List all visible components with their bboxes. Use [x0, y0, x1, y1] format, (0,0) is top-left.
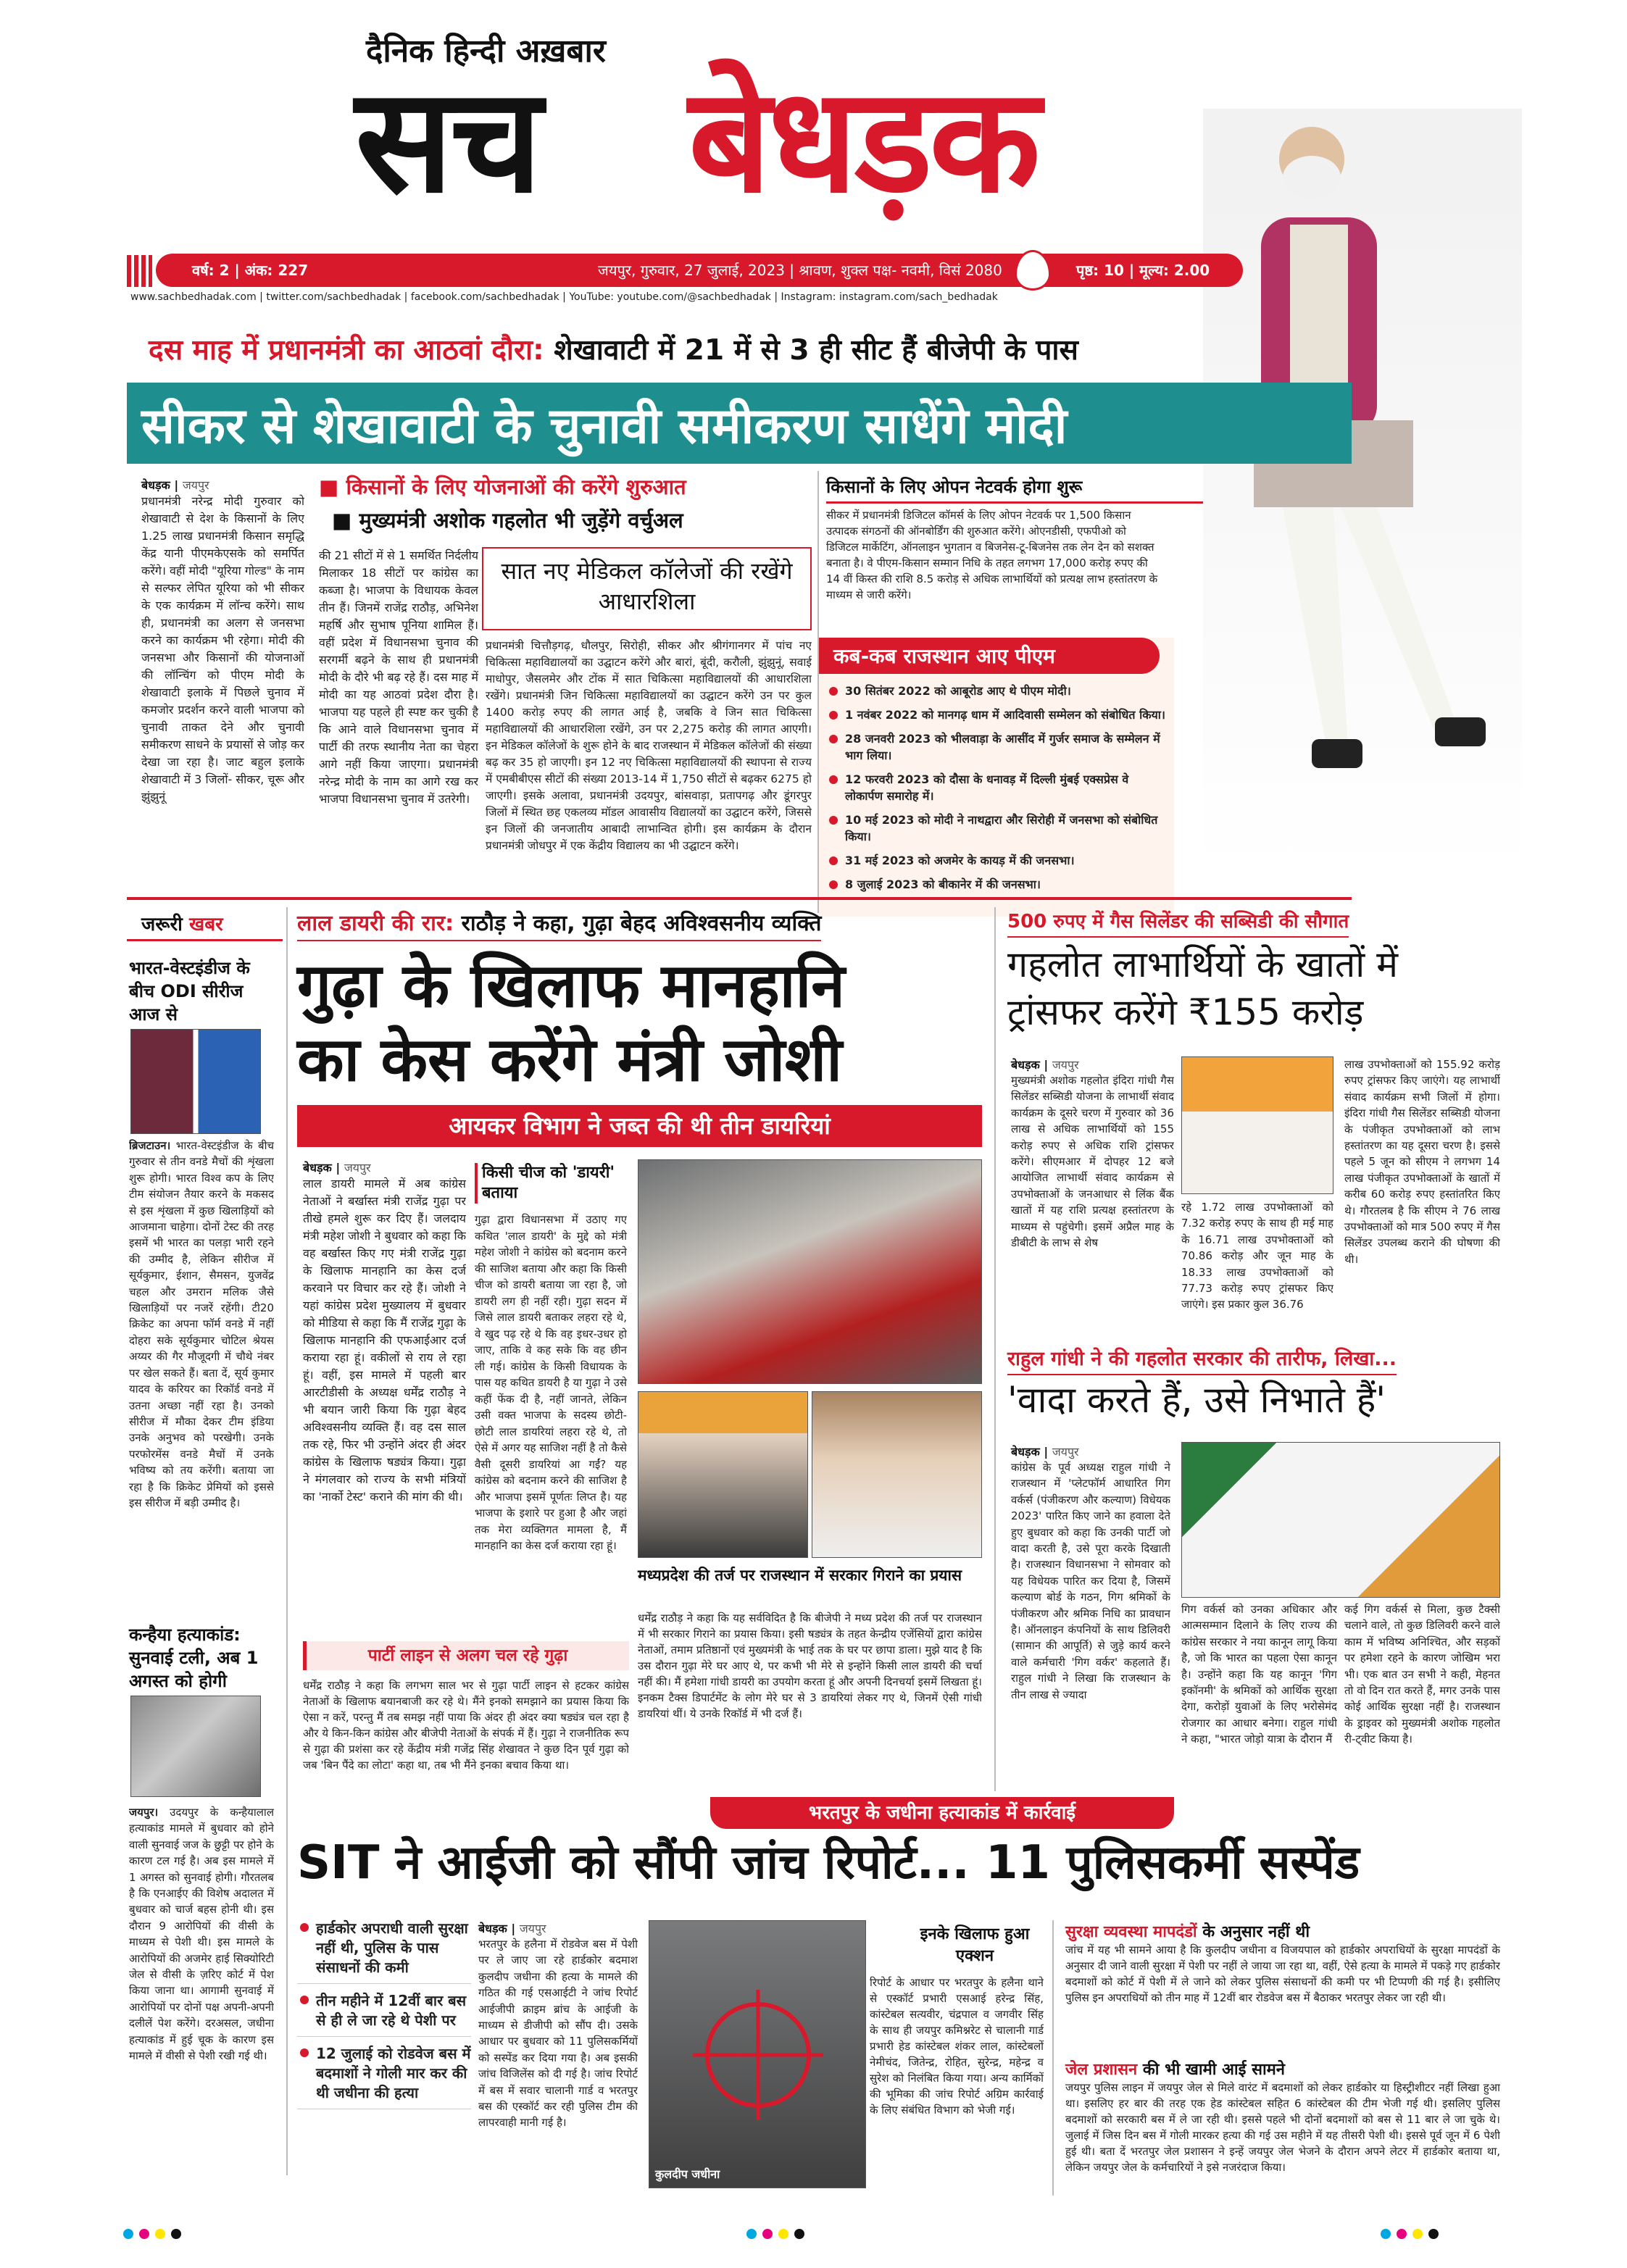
party-line-text: धर्मेंद्र राठौड़ ने कहा कि लगभग साल भर से गुढ़ा पार्टी लाइन से हटकर कांग्रेस नेताओं के खिलाफ बयानबाजी कर रहे थे। मैंने इनको समझाने का प्रयास किया कि ऐसा न करें, परन्तु मैं तब समझ नहीं पाया कि अंदर ही अंदर क्या षड्यंत्र चल रहा है और ये किन-किन कांग्रेस और बीजेपी नेताओं के संपर्क में हैं। गुढ़ा ने राजनीतिक रूप से गुढ़ा की प्रशंसा कर रहे केंद्रीय मंत्री गजेंद्र सिंह शेखावत ने कुछ दिन पूर्व गुढ़ा को जब 'बिन पैंदे का लोटा' कहा था, तब भी मैंने इनका बचाव किया था।: [303, 1679, 629, 1772]
rahul-gandhi-photo: [1181, 1442, 1500, 1598]
lead-headline: सीकर से शेखावाटी के चुनावी समीकरण साधेंगे मोदी: [141, 398, 1068, 455]
lead-col1: प्रधानमंत्री नरेन्द्र मोदी गुरुवार को शेखावाटी से देश के किसानों के लिए 1.25 लाख प्रधानमंत्री किसान समृद्धि केंद्र यानी पीएमकेएसके को समर्पित करेंगे। वहीं मोदी "यूरिया गोल्ड" के नाम से सल्फर लेपित यूरिया को भी सीकर के एक कार्यक्रम में लॉन्च करेंगे। साथ ही, प्रधानमंत्री का अलग से जनसभा करने का कार्यक्रम भी रहेगा। मोदी की जनसभा और किसानों की योजनाओं की लॉन्चिंग को पीएम मोदी के शेखावाटी इलाके में पिछले चुनाव में कमजोर प्रदर्शन करने वाली भाजपा को चुनावी ताकत देने और चुनावी समीकरण साधने के प्रयासों से जोड़ कर देखा जा रहा है। जाट बहुल इलाके शेखावाटी में 3 जिलों- सीकर, चूरू और झुंझुनूं: [141, 494, 304, 804]
list-item: 1 नवंबर 2022 को मानगढ़ धाम में आदिवासी सम्मेलन को संबोधित किया।: [826, 706, 1167, 723]
gudha-byline-name: बेधड़क: [303, 1161, 332, 1175]
rahul-headline: 'वादा करते हैं, उसे निभाते हैं': [1007, 1379, 1386, 1421]
jail-head-red: जेल प्रशासन: [1065, 2061, 1138, 2079]
lead-subhead-2: ■ मुख्यमंत्री अशोक गहलोत भी जुड़ेंगे वर्चुअल: [332, 508, 683, 533]
sit-byline-city: जयपुर: [519, 1922, 546, 1935]
medical-box: [482, 547, 812, 630]
safety-head: [1065, 1920, 1310, 1942]
gas-byline-name: बेधड़क: [1011, 1058, 1040, 1072]
mp-text: धर्मेंद्र राठौड़ ने कहा कि यह सर्वविदित है कि बीजेपी ने मध्य प्रदेश की तर्ज पर राजस्थान में भी सरकार गिराने का प्रयास किया। इसी षड्यंत्र के तहत केन्द्रीय एजेंसियों द्वारा कांग्रेस नेताओं, तमाम प्रतिष्ठानों एवं मुख्यमंत्री के भाई तक के घर पर छापा डाला। मुझे याद है कि उस दौरान गुढ़ा मेरे घर आए थे, पर कभी भी मेरे से इन्होंने किसी लाल डायरी की चर्चा नहीं की। मैं हमेशा गांधी डायरी का उपयोग करता हूं और अपनी दिनचर्या इसमें लिखता हूं। इनकम टैक्स डिपार्टमेंट के लोग मेरे घर से 3 डायरियां लेकर गए थे, जिनमें ऐसी गांधी डायरियां थीं। ये उनके रिकॉर्ड में भी दर्ज हैं।: [638, 1612, 982, 1720]
list-item: 12 फरवरी 2023 को दौसा के धनावड़ में दिल्ली मुंबई एक्सप्रेस वे लोकार्पण समारोह में।: [826, 771, 1167, 804]
registration-marks-right: [1381, 2228, 1444, 2242]
brief-text-2-dateline: जयपुर।: [129, 1806, 159, 1819]
kanhaiya-accused-photo: [130, 1696, 261, 1797]
brief-headline-1: भारत-वेस्टइंडीज के बीच ODI सीरीज आज से: [129, 958, 250, 1025]
brief-text-1: [129, 1138, 274, 1609]
list-item: 10 मई 2023 को मोदी ने नाथद्वारा और सिरोही में जनसभा को संबोधित किया।: [826, 812, 1167, 845]
sit-bullets: [297, 1919, 471, 2117]
jadhina-photo-caption: कुलदीप जधीना: [655, 2167, 720, 2181]
brief-label-red: खबर: [188, 914, 223, 935]
brief-label: [127, 907, 283, 941]
mp-head: मध्यप्रदेश की तर्ज पर राजस्थान में सरकार गिराने का प्रयास: [638, 1567, 962, 1584]
sit-banner-text: भरतपुर के जधीना हत्याकांड में कार्रवाई: [808, 1802, 1076, 1824]
rahul-byline-city: जयपुर: [1052, 1445, 1079, 1459]
lead-kicker-red: दस माह में प्रधानमंत्री का आठवां दौरा:: [149, 334, 544, 367]
brief-text-2-body: उदयपुर के कन्हैयालाल हत्याकांड मामले में बुधवार को होने वाली सुनवाई जज के छुट्टी पर होने के कारण टल गई है। अब इस मामले में 1 अगस्त को सुनवाई होगी। गौरतलब है कि एनआईए की विशेष अदालत में बुधवार को चार्ज बहस होनी थी। इस दौरान 9 आरोपियों की वीसी के माध्यम से पेशी थी। इस मामले के आरोपियों की अजमेर हाई सिक्योरिटी जेल से वीसी के ज़रिए कोर्ट में पेश किया जाना था। आगामी सुनवाई में आरोपियों पर दोनों पक्ष अपनी-अपनी दलीलें पेश करेंगे। दरअसल, जधीना हत्याकांड में हुई चूक के कारण इस मामले में वीसी से पेशी रखी गई थी।: [129, 1806, 274, 2063]
lead-byline: बेधड़क | जयपुर: [141, 478, 209, 492]
lead-kicker-black: शेखावाटी में 21 में से 3 ही सीट हैं बीजेपी के पास: [554, 334, 1078, 367]
medical-text: प्रधानमंत्री चित्तौड़गढ़, धौलपुर, सिरोही, सीकर और श्रीगंगानगर में पांच नए चिकित्सा महाविद्यालयों का उद्घाटन करेंगे और बारां, बूंदी, करौली, झुंझुनूं, सवाई माधोपुर, जैसलमेर और टोंक में सात चिकित्सा महाविद्यालयों की आधारशिला रखेंगे। प्रधानमंत्री जिन चिकित्सा महाविद्यालयों का उद्घाटन करेंगे उन पर कुल 1400 करोड़ रुपए की लागत आई है, जबकि वे जिन सात चिकित्सा महाविद्यालयों की आधारशिला रखेंगे, उन पर 2,275 करोड़ की लागत आएगी। इन मेडिकल कॉलेजों के शुरू होने के बाद राजस्थान में मेडिकल कॉलेजों की संख्या बढ़ कर 35 हो जाएगी। इन 12 नए चिकित्सा महाविद्यालयों की स्थापना से राज्य में एमबीबीएस सीटों की संख्या 2013-14 में 1,750 सीटों से बढ़कर 6275 हो जाएगी। इसके अलावा, प्रधानमंत्री उदयपुर, बांसवाड़ा, प्रतापगढ़ और डूंगरपुर जिलों में स्थित छह एकलव्य मॉडल आवासीय विद्यालयों का उद्घाटन करेंगे, जिससे इन जिलों की जनजातीय आबादी लाभान्वित होगी। इस कार्यक्रम के दौरान प्रधानमंत्री जोधपुर में एक केंद्रीय विद्यालय का भी उद्घाटन करेंगे।: [486, 639, 812, 852]
brief-headline-2: कन्हैया हत्याकांड: सुनवाई टली, अब 1 अगस्त को होगी: [129, 1625, 259, 1691]
lead-kicker: [149, 330, 1078, 368]
lead-headline-bar: [127, 383, 1352, 464]
lead-subhead-1-text: किसानों के लिए योजनाओं की करेंगे शुरुआत: [346, 475, 686, 499]
dateline-left-marks: [127, 255, 152, 287]
jadhina-photo: [649, 1920, 866, 2188]
safety-head-red: सुरक्षा व्यवस्था मापदंडों: [1065, 1923, 1197, 1941]
gudha-headline-2: का केस करेंगे मंत्री जोशी: [297, 1024, 843, 1095]
lead-subhead-2-text: मुख्यमंत्री अशोक गहलोत भी जुड़ेंगे वर्चुअल: [359, 508, 683, 533]
medical-box-head: सात नए मेडिकल कॉलेजों की रखेंगे आधारशिला: [501, 557, 793, 615]
crosshair-icon: [649, 1921, 867, 2189]
list-item: हार्डकोर अपराधी वाली सुरक्षा नहीं थी, पुलिस के पास संसाधनों की कमी: [297, 1919, 471, 1984]
gehlot-photo: [1181, 1056, 1333, 1194]
open-network-text: सीकर में प्रधानमंत्री डिजिटल कॉमर्स के लिए ओपन नेटवर्क पर 1,500 किसान उत्पादक संगठनों की ऑनबोर्डिंग की शुरुआत करेंगे। ओएनडीसी, एफपीओ को डिजिटल मार्केटिंग, ऑनलाइन भुगतान व बिजनेस-टू-बिजनेस तक लेन देन को सशक्त बनाता है। वे पीएम-किसान सम्मान निधि के तहत लगभग 17,000 करोड़ रुपए की 14 वीं किस्त की राशि 8.5 करोड़ से अधिक लाभार्थियों को प्रत्यक्ष लाभ हस्तांतरण के माध्यम से जारी करेंगे।: [826, 509, 1158, 601]
twitter-link[interactable]: twitter.com/sachbedhadak: [266, 291, 401, 303]
masthead-title-part1: सच: [355, 57, 540, 225]
website-link[interactable]: www.sachbedhadak.com: [130, 291, 257, 303]
brief-text-1-body: भारत-वेस्टइंडीज के बीच गुरुवार से तीन वनडे मैचों की शृंखला शुरू होगी। भारत विश्व कप के लिए टीम संयोजन तैयार करने के मकसद से इस शृंखला में कुछ खिलाड़ियों को आजमाना चाहेगा। दोनों टेस्ट की तरह इसमें भी भारत का पलड़ा भारी रहने की उम्मीद है, लेकिन सीरीज में सूर्यकुमार, ईशान, सैमसन, युजवेंद्र चहल और उमरान मलिक जैसे खिलाड़ियों पर नजरें रहेंगी। टी20 क्रिकेट का अपना फॉर्म वनडे में नहीं दोहरा सके सूर्यकुमार चोटिल श्रेयस अय्यर की गैर मौजूदगी में चौथे नंबर पर खेल सकते हैं। बता दें, सूर्य कुमार यादव के करियर का रिकॉर्ड वनडे में उतना अच्छा नहीं रहा है। उनको सीरीज में मौका देकर टीम इंडिया उनके अनुभव को परखेगी। उनके परफोरमेंस वनडे मैचों में उनके भविष्य को तय करेंगी। बताया जा रहा है कि क्रिकेट प्रेमियों को इससे इस सीरीज में बड़ी उम्मीद है।: [129, 1139, 274, 1509]
list-item: 31 मई 2023 को अजमेर के कायड़ में की जनसभा।: [826, 852, 1167, 869]
party-line-head-text: पार्टी लाइन से अलग चल रहे गुढ़ा: [367, 1646, 568, 1665]
lead-subhead-1: ■ किसानों के लिए योजनाओं की करेंगे शुरुआत: [319, 475, 686, 499]
gudha-byline-city: जयपुर: [344, 1161, 371, 1175]
pm-modi-photo: [1203, 109, 1522, 870]
action-head: इनके खिलाफ हुआ एक्शन: [920, 1925, 1030, 1965]
gas-col3: लाख उपभोक्ताओं को 155.92 करोड़ रुपए ट्रांसफर किए जाएंगे। यह लाभार्थी संवाद कार्यक्रम सभी जिलों में होगा। इंदिरा गांधी गैस सिलेंडर सब्सिडी योजना के पंजीकृत उपभोक्ताओं को लाभ हस्तांतरण का यह दूसरा चरण है। इससे पहले 5 जून को सीएम ने लगभग 14 लाख पंजीकृत उपभोक्ताओं के खातों में करीब 60 करोड़ रुपए हस्तांतरित किए थे। गौरतलब है कि सीएम ने 76 लाख उपभोक्ताओं को मात्र 500 रुपए में गैस सिलेंडर उपलब्ध कराने की घोषणा की थी।: [1344, 1058, 1500, 1266]
gas-headline-1: गहलोत लाभार्थियों के खातों में: [1007, 943, 1399, 985]
brief-divider: [286, 907, 288, 2175]
visits-list: [826, 683, 1167, 893]
sit-text: भरतपुर के हलैना में रोडवेज बस में पेशी पर ले जाए जा रहे हार्डकोर बदमाश कुलदीप जधीना की हत्या के मामले की गठित की गई एसआईटी ने जांच रिपोर्ट आईजीपी क्राइम ब्रांच के आईजी के माध्यम से डीजीपी को सौंप दी। उसके आधार पर बुधवार को 11 पुलिसकर्मियों को सस्पेंड कर दिया गया है। अब इसकी जांच विजिलेंस को दी गई है। जांच रिपोर्ट में बस में सवार चालानी गार्ड व भरतपुर बस की एस्कॉर्ट कर रही पुलिस टीम की लापरवाही मानी गई है।: [478, 1938, 638, 2130]
safety-text: जांच में यह भी सामने आया है कि कुलदीप जधीना व विजयपाल को हार्डकोर अपराधियों के सुरक्षा मापदंडों के अनुसार दी जाने वाली सुरक्षा में पेशी पर नहीं ले जाया जा रहा था, वहीं, ऐसे हत्या के मामले में पकड़े गए हार्डकोर बदमाशों को कोर्ट में पेशी में ले जाने को लेकर पुलिस संसाधनों की कमी पर भी टिप्पणी की गई है। इसीलिए पुलिस इन अपराधियों को तीन माह में 12वीं बार रोडवेज बस में बैठाकर भरतपुर लेकर जा रही थी।: [1065, 1943, 1500, 2004]
social-links: www.sachbedhadak.com | twitter.com/sachbedhadak | facebook.com/sachbedhadak | YouTube: youtube.com/@sachbedhadak | Instagram: instagram.com/sach_bedhadak: [130, 291, 998, 303]
diary-box-text: गुढ़ा द्वारा विधानसभा में उठाए गए कथित 'लाल डायरी' के मुद्दे को मंत्री महेश जोशी ने कांग्रेस को बदनाम करने की साजिश बताया और कहा कि किसी चीज को डायरी बताया जा रहा है, जो डायरी लग ही नहीं रही। गुढ़ा सदन में जिसे लाल डायरी बताकर लहरा रहे थे, वे खुद पढ़ रहे थे कि वह इधर-उधर हो जाए, ताकि वे कह सके कि वह छीन ली गई। कांग्रेस के किसी विधायक के पास यह कथित डायरी है या गुढ़ा ने उसे कहीं फेंक दी है, नहीं जानते, लेकिन उसी वक्त भाजपा के सदस्य छोटी-छोटी लाल डायरियां लहरा रहे थे, तो ऐसे में अगर यह साजिश नहीं है तो कैसे वैसी दूसरी डायरियां आ गईं? यह कांग्रेस को बदनाम करने की साजिश है और भाजपा इसमें पूर्णतः लिप्त है। यह भाजपा के इशारे पर हुआ है और जहां तक मेरा व्यक्तिगत मामला है, मैं मानहानि का केस दर्ज कराया रहा हूं।: [475, 1213, 627, 1552]
sit-headline: SIT ने आईजी को सौंपी जांच रिपोर्ट... 11 पुलिसकर्मी सस्पेंड: [297, 1836, 1360, 1890]
gas-kicker: 500 रुपए में गैस सिलेंडर की सब्सिडी की सौगात: [1007, 907, 1349, 938]
rahul-byline-name: बेधड़क: [1011, 1445, 1040, 1459]
registration-marks-center: [746, 2228, 810, 2242]
list-item: तीन महीने में 12वीं बार बस से ही ले जा रहे थे पेशी पर: [297, 1991, 471, 2037]
masthead-title-part2: बेधड़क: [688, 57, 1038, 225]
gas-col2: रहे 1.72 लाख उपभोक्ताओं को 7.32 करोड़ रुपए के साथ ही मई माह के 16.71 लाख उपभोक्ताओं को 70.86 करोड़ और जून माह के 18.33 लाख उपभोक्ताओं को 77.73 करोड़ रुपए ट्रांसफर किए जाएंगे। इस प्रकार कुल 36.76: [1181, 1201, 1333, 1312]
registration-marks-left: [123, 2228, 187, 2242]
rahul-col3: कई गिग वर्कर्स से मिला, कुछ टैक्सी चलाने वाले, तो कुछ डिलिवरी करने वाले काम में भविष्य अनिश्चित, और सड़कों पर हमेशा रहने के कारण जोखिम भरा भी। एक बात उन सभी ने कही, मेहनत तो वो दिन रात करते हैं, मगर उनके पास कोई आर्थिक सुरक्षा नहीं है। राजस्थान के ड्राइवर को मुख्यमंत्री अशोक गहलोत री-ट्वीट किया है।: [1344, 1603, 1500, 1746]
section-divider: [127, 897, 1352, 900]
gas-col1: मुख्यमंत्री अशोक गहलोत इंदिरा गांधी गैस सिलेंडर सब्सिडी योजना के लाभार्थी संवाद कार्यक्रम के दूसरे चरण में गुरुवार को 36 लाख से अधिक लाभार्थियों को 155 करोड़ रुपए से अधिक राशि ट्रांसफर करेंगे। सीएमआर में दोपहर 12 बजे आयोजित लाभार्थी संवाद कार्यक्रम से उपभोक्ताओं के जनआधार से लिंक बैंक खातों में यह राशि प्रत्यक्ष हस्तांतरण के माध्यम से पहुंचेगी। इसमें अप्रैल माह के डीबीटी के लाभ से शेष: [1011, 1074, 1174, 1250]
gudha-banner: [297, 1105, 982, 1147]
visits-box: [819, 638, 1174, 917]
action-text: रिपोर्ट के आधार पर भरतपुर के हलैना थाने से एस्कॉर्ट प्रभारी एसआई हरेन्द्र सिंह, कांस्टेबल सत्यवीर, चंद्रपाल व जगवीर सिंह के साथ ही जयपुर कमिश्नरेट से चालानी गार्ड प्रभारी हेड कांस्टेबल शंकर लाल, कांस्टेबलों नेमीचंद, जितेन्द्र, रोहित, सुरेन्द्र, महेन्द्र व सुरेश को निलंबित किया गया। अन्य कार्मिकों की भूमिका की जांच रिपोर्ट अग्रिम कार्रवाई के लिए संबंधित विभाग को भेजी गई।: [870, 1976, 1044, 2117]
list-item: 12 जुलाई को रोडवेज बस में बदमाशों ने गोली मार कर की थी जधीना की हत्या: [297, 2044, 471, 2109]
gudha-banner-text: आयकर विभाग ने जब्त की थी तीन डायरियां: [449, 1112, 831, 1140]
party-line-head: [303, 1641, 629, 1670]
gudha-divider: [994, 907, 996, 1791]
gudha-byline: बेधड़क | जयपुर: [303, 1161, 371, 1175]
facebook-link[interactable]: facebook.com/sachbedhadak: [410, 291, 559, 303]
instagram-link[interactable]: Instagram: instagram.com/sach_bedhadak: [781, 291, 998, 303]
date-text: जयपुर, गुरुवार, 27 जुलाई, 2023 | श्रावण, शुक्ल पक्ष- नवमी, विसं 2080: [598, 262, 1002, 279]
jail-head: [1065, 2058, 1285, 2080]
jail-text: जयपुर पुलिस लाइन में जयपुर जेल से मिले वारंट में बदमाशों को लेकर हार्डकोर या हिस्ट्रीशीटर नहीं लिखा हुआ था। इसलिए हर बार की तरह एक हेड कांस्टेबल सहित 6 कांस्टेबल की टीम भेजी गई थी। इसलिए पुलिस बदमाशों को सरकारी बस में ले जा रही थी। इससे पहले भी दोनों बदमाशों को बस से 11 बार ले जा चुके थे। जुलाई में जिस दिन बस में गोली मारकर हत्या की गई उस महीने में यह तीसरी पेशी थी। इससे पूर्व जून में 6 पेशी हुई थी। बता दें भरतपुर जेल प्रशासन ने इन्हें जयपुर जेल भेजने के दौरान अपने लेटर में हार्डकोर बताया था, लेकिन जयपुर जेल के कर्मचारियों ने इसे नजरंदाज किया।: [1065, 2081, 1500, 2174]
gudha-kicker-black: राठौड़ ने कहा, गुढ़ा बेहद अविश्वसनीय व्यक्ति: [461, 911, 822, 936]
list-item: 8 जुलाई 2023 को बीकानेर में की जनसभा।: [826, 876, 1167, 893]
jail-head-black: की भी खामी आई सामने: [1142, 2061, 1286, 2079]
visits-head: कब-कब राजस्थान आए पीएम: [819, 638, 1160, 674]
volume-issue: वर्ष: 2 | अंक: 227: [192, 262, 309, 279]
sit-byline: बेधड़क | जयपुर: [478, 1922, 546, 1935]
rahul-byline: बेधड़क | जयपुर: [1011, 1445, 1079, 1459]
gudha-photo: [638, 1391, 808, 1558]
youtube-link[interactable]: YouTube: youtube.com/@sachbedhadak: [569, 291, 771, 303]
rahul-col1: कांग्रेस के पूर्व अध्यक्ष राहुल गांधी ने राजस्थान में 'प्लेटफॉर्म आधारित गिग वर्कर्स (पंजीकरण और कल्याण) विधेयक 2023' पारित किए जाने का हवाला देते हुए बुधवार को कहा कि उनकी पार्टी जो वादा करती है, उसे पूरा करके दिखाती है। राजस्थान विधानसभा ने सोमवार को यह विधेयक पारित कर दिया है, जिसमें कल्याण बोर्ड के गठन, गिग श्रमिकों के पंजीकरण और श्रमिक निधि का प्रावधान है। ऑनलाइन कंपनियों के साथ डिलिवरी (सामान की आपूर्ति) से जुड़े कार्य करने वाले कर्मचारी 'गिग वर्कर' कहलाते हैं। राहुल गांधी ने लिखा कि राजस्थान के तीन लाख से ज्यादा: [1011, 1461, 1170, 1701]
brief-label-black: जरूरी: [141, 914, 183, 935]
gudha-col1: लाल डायरी मामले में अब कांग्रेस नेताओं ने बर्खास्त मंत्री राजेंद्र गुढ़ा पर तीखे हमले शुरू कर दिए हैं। जलदाय मंत्री महेश जोशी ने बुधवार को कहा कि वह बर्खास्त किए गए मंत्री राजेंद्र गुढ़ा के खिलाफ मानहानि का केस दर्ज करवाने पर विचार कर रहे हैं। जोशी ने यहां कांग्रेस प्रदेश मुख्यालय में बुधवार को मीडिया से कहा कि मैं राजेंद्र गुढ़ा के खिलाफ मानहानि की एफआईआर दर्ज कराया रहा हूं। वकीलों से राय ले रहा हूं। वहीं, इस मामले में पहली बार आरटीडीसी के अध्यक्ष धर्मेंद्र राठौड़ ने भी बयान जारी किया कि गुढ़ा बेहद अविश्वसनीय व्यक्ति हैं। वह दस साल तक रहे, फिर भी उन्होंने अंदर ही अंदर कांग्रेस के खिलाफ षड्यंत्र किया। गुढ़ा ने मंगलवार को राज्य के सभी मंत्रियों का 'नार्को टेस्ट' कराने की मांग की थी।: [303, 1177, 466, 1504]
sit-byline-name: बेधड़क: [478, 1922, 507, 1935]
dateline-bar: [156, 254, 1243, 287]
masthead-tagline: दैनिक हिन्दी अख़बार: [366, 33, 606, 70]
lead-col2: की 21 सीटों में से 1 समर्थित निर्दलीय मिलाकर 18 सीटों पर कांग्रेस का कब्जा है। भाजपा के विधायक केवल तीन हैं। जिनमें राजेंद्र राठौड़, अभिनेश महर्षि और सुभाष पूनिया शामिल हैं। वहीं प्रदेश में विधानसभा चुनाव की सरगर्मी बढ़ने के साथ ही प्रधानमंत्री मोदी के दौरे भी बढ़ रहे हैं। दस माह में मोदी का यह आठवां प्रदेश दौरा है। भाजपा यह पहले ही स्पष्ट कर चुकी है कि आने वाले विधानसभा चुनाव में पार्टी की तरफ स्थानीय नेता का चेहरा आगे नहीं किया जाएगा। प्रधानमंत्री नरेन्द्र मोदी के नाम का आगे रख कर भाजपा विधानसभा चुनाव में उतरेगी।: [319, 549, 478, 806]
open-network-head: किसानों के लिए ओपन नेटवर्क होगा शुरू: [826, 475, 1203, 504]
lead-byline-city: जयपुर: [182, 478, 209, 492]
lead-byline-name: बेधड़क: [141, 478, 170, 492]
gas-headline-2: ट्रांसफर करेंगे ₹155 करोड़: [1007, 991, 1364, 1033]
rahul-kicker: राहुल गांधी ने की गहलोत सरकार की तारीफ, लिखा...: [1007, 1344, 1397, 1375]
gudha-kicker: [297, 907, 821, 941]
rahul-col2: गिग वर्कर्स को उनका अधिकार और आत्मसम्मान दिलाने के लिए राज्य की कांग्रेस सरकार ने नया कानून लागू किया है, जो कि भारत का पहला ऐसा कानून है। उन्होंने कहा कि यह कानून 'गिग इकॉनमी' के श्रमिकों को आर्थिक सुरक्षा देगा, करोड़ों युवाओं के लिए भरोसेमंद रोजगार का आधार बनेगा। राहुल गांधी ने कहा, "भारत जोड़ो यात्रा के दौरान मैं: [1181, 1603, 1337, 1746]
diary-box-head: किसी चीज को 'डायरी' बताया: [475, 1163, 620, 1204]
sit-banner: [710, 1797, 1174, 1829]
joshi-photo: [638, 1159, 982, 1384]
pages-price: पृष्ठ: 10 | मूल्य: 2.00: [1076, 262, 1210, 279]
brief-text-1-dateline: ब्रिजटाउन।: [129, 1139, 171, 1152]
brief-text-2: [129, 1804, 274, 2174]
gas-byline-city: जयपुर: [1052, 1058, 1079, 1072]
gas-byline: बेधड़क | जयपुर: [1011, 1058, 1079, 1072]
cricket-players-photo: [130, 1029, 261, 1134]
list-item: 30 सितंबर 2022 को आबूरोड आए थे पीएम मोदी।: [826, 683, 1167, 699]
sit-divider: [1052, 1920, 1054, 2196]
safety-head-black: के अनुसार नहीं थी: [1202, 1923, 1310, 1941]
list-item: 28 जनवरी 2023 को भीलवाड़ा के आसींद में गुर्जर समाज के सम्मेलन में भाग लिया।: [826, 730, 1167, 764]
rathore-photo: [812, 1391, 982, 1558]
gudha-kicker-red: लाल डायरी की रार:: [297, 911, 454, 936]
gudha-headline-1: गुढ़ा के खिलाफ मानहानि: [297, 950, 845, 1021]
pm-figure-illustration: [1203, 109, 1522, 870]
